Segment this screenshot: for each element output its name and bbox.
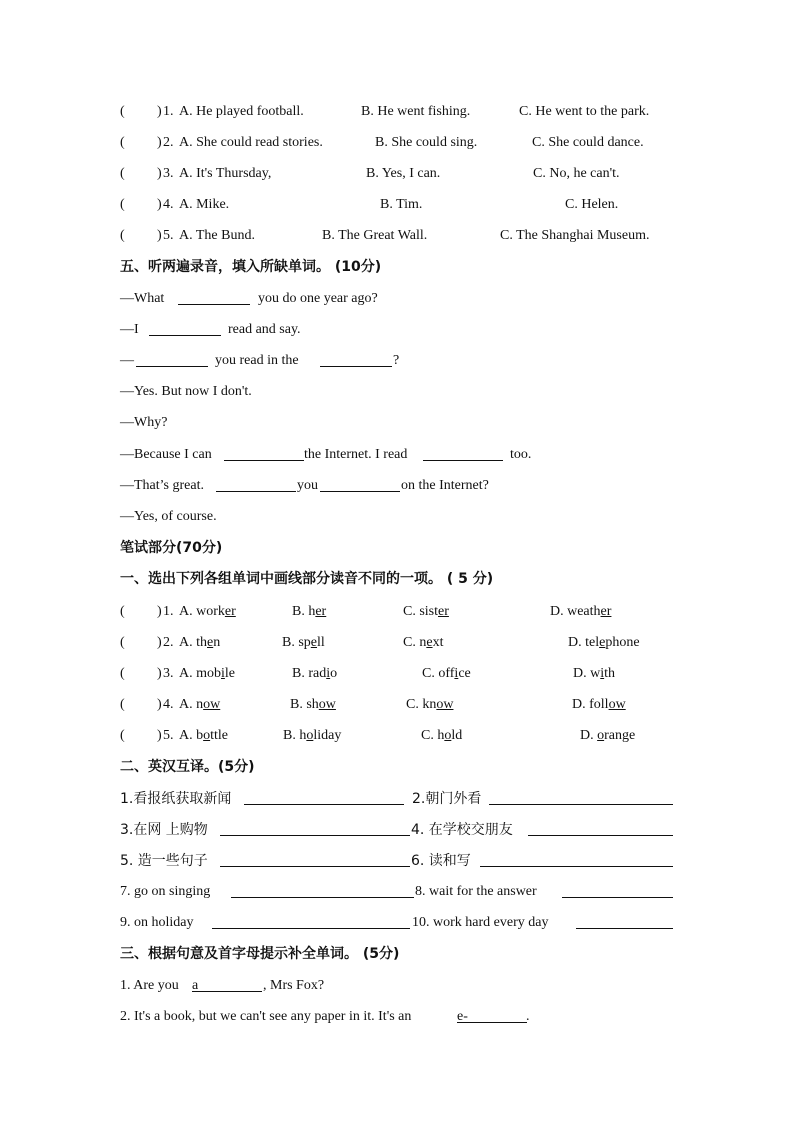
translate-item: 5. 造一些句子 bbox=[120, 853, 208, 869]
bracket-open: ( bbox=[120, 697, 125, 712]
bracket-close: ) bbox=[157, 728, 162, 743]
option-b: B. show bbox=[290, 697, 336, 712]
translate-item: 3.在网 上购物 bbox=[120, 822, 208, 838]
bracket-open: ( bbox=[120, 166, 125, 181]
translate-item: 9. on holiday bbox=[120, 915, 194, 930]
question-number: 4. bbox=[163, 197, 174, 212]
dialog-text: —I bbox=[120, 322, 139, 337]
bracket-open: ( bbox=[120, 666, 125, 681]
answer-blank[interactable] bbox=[562, 897, 673, 898]
option-b: B. He went fishing. bbox=[361, 104, 471, 119]
option-a: A. Mike. bbox=[179, 197, 230, 212]
dialog-text: too. bbox=[510, 447, 532, 462]
option-a: A. worker bbox=[179, 604, 236, 619]
translate-item: 4. 在学校交朋友 bbox=[411, 822, 513, 838]
option-b: B. Yes, I can. bbox=[366, 166, 441, 181]
bracket-close: ) bbox=[157, 635, 162, 650]
question-text: 2. It's a book, but we can't see any paper in it. It's an bbox=[120, 1009, 412, 1024]
translate-item: 1.看报纸获取新闻 bbox=[120, 791, 232, 807]
dialog-text: ? bbox=[393, 353, 400, 368]
question-number: 1. bbox=[163, 604, 174, 619]
option-a: A. now bbox=[179, 697, 221, 712]
question-text: , Mrs Fox? bbox=[263, 978, 325, 993]
section-1-title: 一、选出下列各组单词中画线部分读音不同的一项。 ( 5 分) bbox=[120, 571, 494, 587]
option-c: C. He went to the park. bbox=[519, 104, 650, 119]
dialog-line-4: —Yes. But now I don't. bbox=[120, 384, 252, 399]
question-number: 2. bbox=[163, 635, 174, 650]
translate-item: 8. wait for the answer bbox=[415, 884, 537, 899]
bracket-open: ( bbox=[120, 135, 125, 150]
option-c: C. know bbox=[406, 697, 454, 712]
answer-blank[interactable] bbox=[149, 335, 221, 336]
option-c: C. No, he can't. bbox=[533, 166, 620, 181]
question-number: 5. bbox=[163, 228, 174, 243]
question-number: 2. bbox=[163, 135, 174, 150]
answer-blank[interactable] bbox=[178, 304, 250, 305]
bracket-open: ( bbox=[120, 635, 125, 650]
answer-blank[interactable] bbox=[224, 460, 304, 461]
option-a: A. bottle bbox=[179, 728, 229, 743]
option-a: A. He played football. bbox=[179, 104, 304, 119]
answer-blank[interactable] bbox=[216, 491, 296, 492]
dialog-text: read and say. bbox=[228, 322, 301, 337]
answer-blank[interactable] bbox=[220, 835, 410, 836]
option-b: B. She could sing. bbox=[375, 135, 478, 150]
answer-blank[interactable] bbox=[489, 804, 673, 805]
answer-blank[interactable] bbox=[192, 991, 262, 992]
option-b: B. radio bbox=[292, 666, 338, 681]
answer-blank[interactable] bbox=[457, 1022, 527, 1023]
bracket-open: ( bbox=[120, 604, 125, 619]
question-number: 3. bbox=[163, 666, 174, 681]
hint-letter: a bbox=[192, 978, 199, 993]
answer-blank[interactable] bbox=[423, 460, 503, 461]
dialog-text: —That’s great. bbox=[120, 478, 204, 493]
answer-blank[interactable] bbox=[231, 897, 414, 898]
option-a: A. It's Thursday, bbox=[179, 166, 272, 181]
question-text: 1. Are you bbox=[120, 978, 179, 993]
option-c: C. The Shanghai Museum. bbox=[500, 228, 650, 243]
section-3-title: 三、根据句意及首字母提示补全单词。 (5分) bbox=[120, 946, 400, 962]
answer-blank[interactable] bbox=[576, 928, 673, 929]
dialog-text: you read in the bbox=[215, 353, 299, 368]
option-b: B. her bbox=[292, 604, 327, 619]
option-a: A. then bbox=[179, 635, 221, 650]
answer-blank[interactable] bbox=[220, 866, 410, 867]
translate-item: 10. work hard every day bbox=[412, 915, 549, 930]
question-number: 3. bbox=[163, 166, 174, 181]
answer-blank[interactable] bbox=[480, 866, 673, 867]
option-d: D. follow bbox=[572, 697, 626, 712]
written-part-title: 笔试部分(70分) bbox=[120, 540, 223, 556]
option-c: C. office bbox=[422, 666, 471, 681]
option-c: C. sister bbox=[403, 604, 449, 619]
option-d: D. orange bbox=[580, 728, 636, 743]
option-d: D. telephone bbox=[568, 635, 640, 650]
option-c: C. hold bbox=[421, 728, 463, 743]
option-b: B. Tim. bbox=[380, 197, 423, 212]
question-number: 4. bbox=[163, 697, 174, 712]
translate-item: 6. 读和写 bbox=[411, 853, 471, 869]
answer-blank[interactable] bbox=[320, 491, 400, 492]
section-2-title: 二、英汉互译。(5分) bbox=[120, 759, 255, 775]
option-d: D. with bbox=[573, 666, 616, 681]
option-b: B. holiday bbox=[283, 728, 342, 743]
dialog-text: you bbox=[297, 478, 318, 493]
dialog-text: —What bbox=[120, 291, 165, 306]
bracket-open: ( bbox=[120, 228, 125, 243]
option-a: A. mobile bbox=[179, 666, 235, 681]
translate-item: 2.朝门外看 bbox=[412, 791, 482, 807]
question-number: 1. bbox=[163, 104, 174, 119]
bracket-close: ) bbox=[157, 104, 162, 119]
bracket-close: ) bbox=[157, 666, 162, 681]
answer-blank[interactable] bbox=[136, 366, 208, 367]
bracket-open: ( bbox=[120, 197, 125, 212]
dialog-text: —Because I can bbox=[120, 447, 212, 462]
dialog-text: you do one year ago? bbox=[258, 291, 378, 306]
bracket-close: ) bbox=[157, 166, 162, 181]
bracket-close: ) bbox=[157, 197, 162, 212]
option-c: C. next bbox=[403, 635, 444, 650]
dialog-line-8: —Yes, of course. bbox=[120, 509, 217, 524]
bracket-open: ( bbox=[120, 728, 125, 743]
bracket-close: ) bbox=[157, 228, 162, 243]
option-d: D. weather bbox=[550, 604, 612, 619]
translate-item: 7. go on singing bbox=[120, 884, 211, 899]
bracket-close: ) bbox=[157, 697, 162, 712]
question-number: 5. bbox=[163, 728, 174, 743]
hint-letter: e- bbox=[457, 1009, 468, 1024]
option-c: C. Helen. bbox=[565, 197, 619, 212]
dialog-text: — bbox=[120, 353, 134, 368]
question-text: . bbox=[526, 1009, 530, 1024]
answer-blank[interactable] bbox=[212, 928, 410, 929]
bracket-close: ) bbox=[157, 135, 162, 150]
option-a: A. She could read stories. bbox=[179, 135, 323, 150]
option-b: B. The Great Wall. bbox=[322, 228, 428, 243]
bracket-close: ) bbox=[157, 604, 162, 619]
answer-blank[interactable] bbox=[244, 804, 404, 805]
dialog-text: the Internet. I read bbox=[304, 447, 408, 462]
answer-blank[interactable] bbox=[320, 366, 392, 367]
section-5-title: 五、听两遍录音，填入所缺单词。 (10分) bbox=[120, 259, 382, 275]
option-b: B. spell bbox=[282, 635, 325, 650]
option-c: C. She could dance. bbox=[532, 135, 644, 150]
dialog-line-5: —Why? bbox=[120, 415, 168, 430]
dialog-text: on the Internet? bbox=[401, 478, 489, 493]
option-a: A. The Bund. bbox=[179, 228, 255, 243]
bracket-open: ( bbox=[120, 104, 125, 119]
answer-blank[interactable] bbox=[528, 835, 673, 836]
